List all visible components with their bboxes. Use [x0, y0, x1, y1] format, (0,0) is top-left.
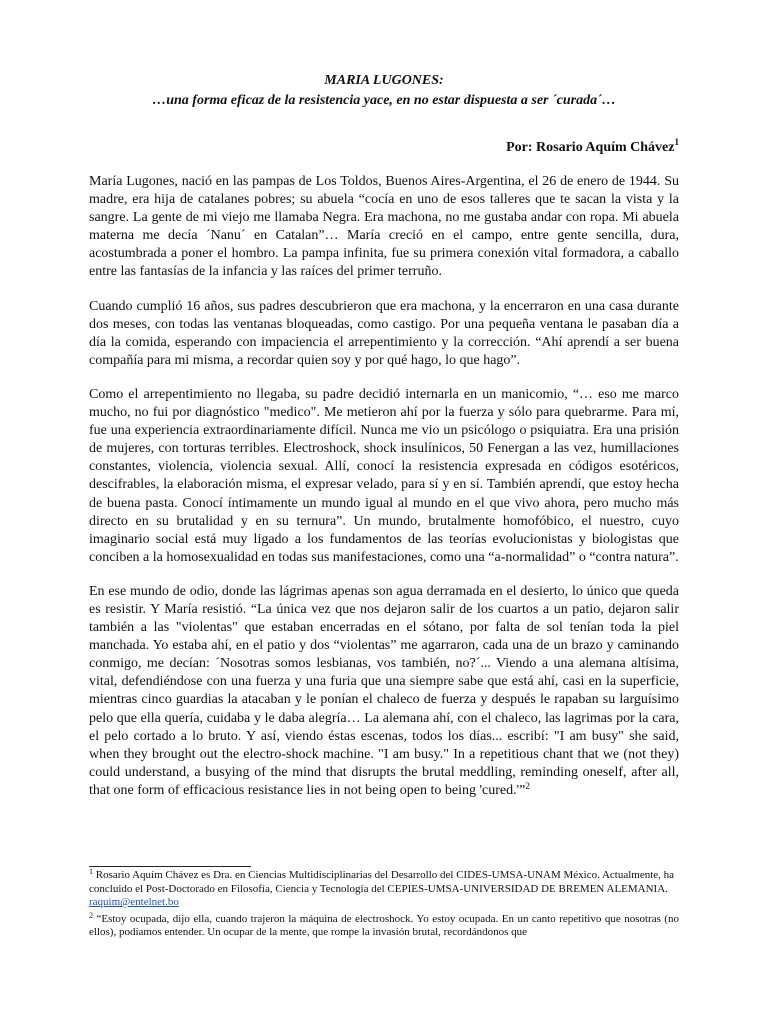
footnote-ref-1[interactable]: 1: [674, 137, 679, 147]
page-subtitle: …una forma eficaz de la resistencia yace, en no estar dispuesta a ser ´curada´…: [152, 93, 616, 108]
footnote-1-text: Rosario Aquím Chávez es Dra. en Ciencias Multidisciplinarias del Desarrollo del CIDES-UMSA-UNAM México. Actualmente, ha concluido el Post-Doctorado en Filosofía, Ciencia y Tecnología del CEPIES-UMSA-UNIVERSIDAD DE BREMEN ALEMANIA.: [89, 869, 675, 895]
footnote-2-mark: 2: [89, 910, 93, 920]
author-email-link[interactable]: raquim@entelnet.bo: [89, 896, 179, 909]
paragraph-2: Cuando cumplió 16 años, sus padres descubrieron que era machona, y la encerraron en una casa durante dos meses, con todas las ventanas bloqueadas, como castigo. Por una pequeña ventana le pasaban día a día la comida, esperando con impaciencia el arrepentimiento y la corrección. “Ahí aprendí a ser buena compañía para mi misma, a recordar quien soy y por qué hago, lo que hago”.: [89, 298, 679, 368]
article-body: [89, 173, 679, 816]
footnote-divider: [89, 866, 251, 867]
footnote-ref-2[interactable]: 2: [525, 780, 530, 791]
footnote-2-text: “Estoy ocupada, dijo ella, cuando trajeron la máquina de electroshock. Yo estoy ocupada. En un canto repetitivo que nosotras (no ellos), podíamos entender. Un ocupar de la mente, que rompe la invasión brutal, recordándonos que: [89, 912, 679, 939]
paragraph-1: María Lugones, nació en las pampas de Los Toldos, Buenos Aires-Argentina, el 26 de enero de 1944. Su madre, era hija de catalanes pobres; su abuela “cocía en uno de esos talleres que te sacan la vista y la sangre. La gente de mi viejo me llamaba Negra. Era machona, no me gustaba andar con ropa. Mi abuela materna me decía ´Nanu´ en Catalan”… María creció en el campo, entre gente sencilla, dura, acostumbrada a poner el hombro. La pampa infinita, fue su primera conexión vital formadora, a caballo entre las fantasías de la infancia y las raíces del primer terruño.: [89, 174, 679, 280]
author-byline: [506, 139, 679, 157]
footnote-1: [89, 869, 679, 910]
footnotes: [89, 869, 679, 943]
footnote-1-mark: 1: [89, 867, 93, 876]
page-title: MARIA LUGONES:: [324, 73, 444, 88]
paragraph-4: [89, 583, 679, 800]
footnote-2: [89, 910, 679, 940]
paragraph-3: Como el arrepentimiento no llegaba, su padre decidió internarla en un manicomio, “… eso me marco mucho, no fui por diagnóstico "medico". Me metieron ahí por la fuerza y sólo para quebrarme. Para mí, fue una experiencia extraordinariamente difícil. Nunca me vio un psicólogo o psiquiatra. Era una prisión de mujeres, con torturas terribles. Electroshock, shock insulínicos, 50 Fenergan a las vez, humillaciones constantes, violencia, violencia sexual. Allí, conocí la resistencia expresada en códigos esotéricos, descifrables, la elaboración misma, el expresar velado, para sí y en sí. También aprendí, que estoy hecha de buena pasta. Conocí íntimamente un mundo igual al mundo en el que vivo ahora, pero mucho más directo en su brutalidad y en su ternura”. Un mundo, brutalmente homofóbico, el nuestro, cuyo imaginario social está muy ligado a los fundamentos de las teorías evolucionistas y biologistas que conciben a la homosexualidad en todas sus manifestaciones, como una “a-normalidad” o “contra natura”.: [89, 386, 679, 565]
paragraph-4-text: En ese mundo de odio, donde las lágrimas apenas son agua derramada en el desierto, lo único que queda es resistir. Y María resistió. “La única vez que nos dejaron salir de los cuartos a un patio, dejaron salir también a las "violentas" que estaban encerradas en el sótano, por falta de sol tenían toda la piel manchada. Yo estaba ahí, en el patio y dos “violentas” me agarraron, cada una de un brazo y caminando conmigo, me decían: ´Nosotras somos lesbianas, vos también, no?´... Viendo a una alemana altísima, vital, defendiéndose con una fuerza y una furia que una siempre sabe que está ahí, casi en la superficie, mientras cinco guardias la atacaban y le ponían el chaleco de fuerza y después le rapaban su larguísimo pelo que ella quería, cuidaba y le daba alegría… La alemana ahí, con el chaleco, las lagrimas por la cara, el pelo cortado a lo bruto. Y así, viendo éstas escenas, todos los días... escribí: "I am busy" she said, when they brought out the electro-shock machine. "I am busy." In a repetitious chant that we (not they) could understand, a busying of the mind that disrupts the brutal meddling, reminding oneself, after all, that one form of efficacious resistance lies in not being open to being 'cured.'”: [89, 583, 679, 798]
byline-text: Por: Rosario Aquím Chávez: [506, 140, 675, 155]
